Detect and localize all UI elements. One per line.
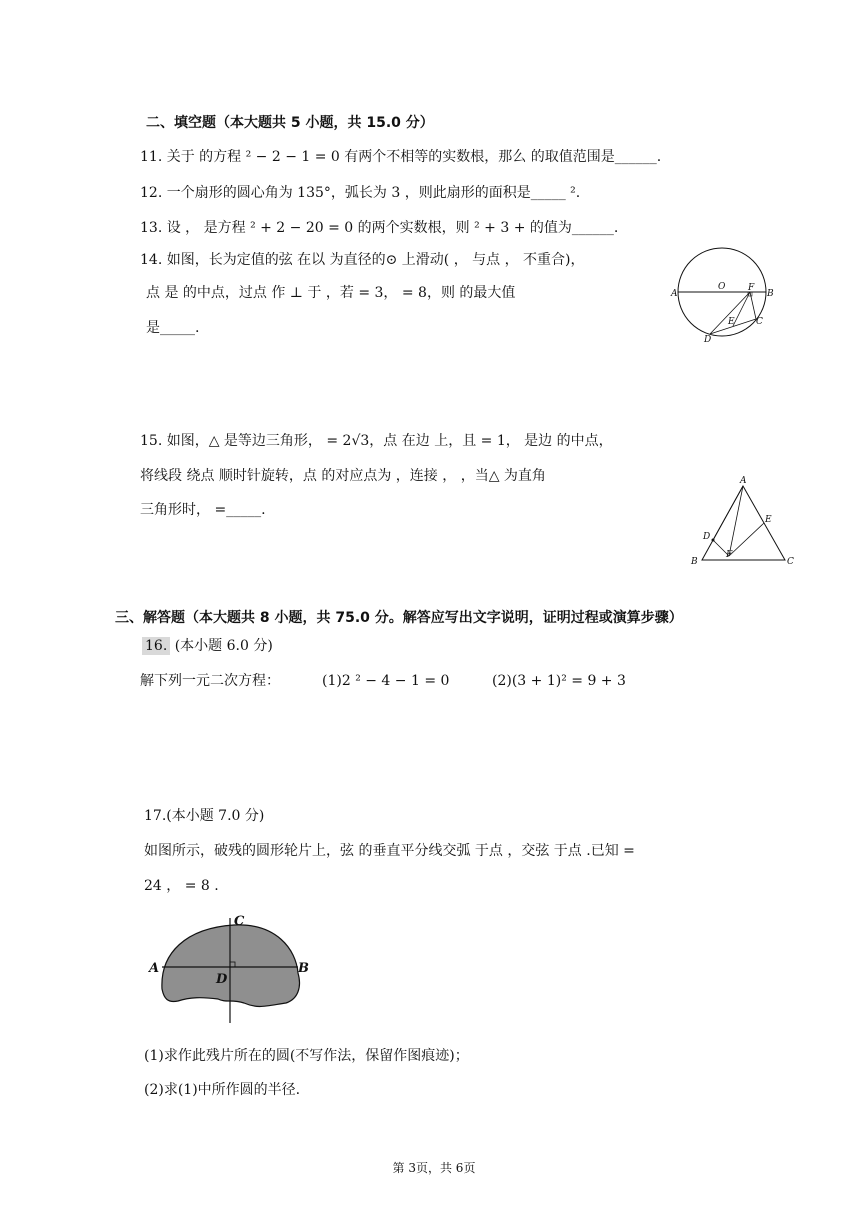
fig17-label-a: A xyxy=(149,961,160,976)
fig15-label-b: B xyxy=(691,557,698,567)
fig14-label-c: C xyxy=(756,317,763,327)
section-heading-solutions: 三、解答题（本大题共 8 小题，共 75.0 分。解答应写出文字说明，证明过程或演算步骤） xyxy=(115,610,683,626)
question-16-score: (本小题 6.0 分) xyxy=(174,638,273,654)
question-16-intro: 解下列一元二次方程： xyxy=(140,673,280,689)
fig15-label-a: A xyxy=(740,476,747,486)
question-17-subquestion-1: (1)求作此残片所在的圆(不写作法，保留作图痕迹)； xyxy=(144,1048,469,1064)
question-14-line-1: 14. 如图，长为定值的弦 在以 为直径的⊙ 上滑动( ， 与点 ， 不重合)， xyxy=(140,252,585,268)
question-16-header xyxy=(142,637,273,655)
fig17-label-d: D xyxy=(216,972,228,987)
fig17-label-c: C xyxy=(234,914,245,929)
question-12: 12. 一个扇形的圆心角为 135°，弧长为 3 ，则此扇形的面积是_____ ². xyxy=(140,185,581,201)
fig14-label-f: F xyxy=(748,283,755,293)
page-footer: 第 3页，共 6页 xyxy=(392,1161,476,1175)
question-13: 13. 设 ， 是方程 ² + 2 − 20 = 0 的两个实数根，则 ² + 3 + 的值为______. xyxy=(140,220,619,236)
fig15-label-d: D xyxy=(703,532,711,542)
fig14-label-d: D xyxy=(704,335,712,345)
question-15-line-1: 15. 如图，△ 是等边三角形， = 2√3，点 在边 上，且 = 1， 是边 的中点， xyxy=(140,433,613,449)
fig15-label-f: F xyxy=(726,550,733,560)
question-16-equation-1: (1)2 ² − 4 − 1 = 0 xyxy=(322,673,450,689)
question-17-line-1: 如图所示，破残的圆形轮片上，弦 的垂直平分线交弧 于点 ，交弦 于点 .已知 = xyxy=(144,843,635,859)
fig14-label-a: A xyxy=(671,289,678,299)
question-11: 11. 关于 的方程 ² − 2 − 1 = 0 有两个不相等的实数根，那么 的取值范围是______. xyxy=(140,149,662,165)
question-15-line-2: 将线段 绕点 顺时针旋转，点 的对应点为 ，连接 ， ，当△ 为直角 xyxy=(140,468,546,484)
question-16-number: 16. xyxy=(142,637,170,655)
figure-14-circle-diagram xyxy=(670,246,780,346)
fig15-label-c: C xyxy=(787,557,794,567)
fig14-label-e: E xyxy=(728,317,735,327)
figure-15-triangle-diagram xyxy=(685,476,795,571)
question-17-line-2: 24 ， = 8 . xyxy=(144,878,219,894)
section-heading-fill-in: 二、填空题（本大题共 5 小题，共 15.0 分） xyxy=(146,115,434,131)
fig14-label-b: B xyxy=(767,289,774,299)
question-15-line-3: 三角形时， =_____. xyxy=(140,502,266,518)
fig15-label-e: E xyxy=(765,515,772,525)
question-17-subquestion-2: (2)求(1)中所作圆的半径. xyxy=(144,1082,301,1098)
fig17-label-b: B xyxy=(298,961,309,976)
question-16-equation-2: (2)(3 + 1)² = 9 + 3 xyxy=(492,673,626,689)
fig14-label-o: O xyxy=(718,282,726,292)
figure-17-broken-wheel xyxy=(146,913,326,1028)
question-14-line-2: 点 是 的中点，过点 作 ⊥ 于 ，若 = 3， = 8，则 的最大值 xyxy=(146,285,516,301)
question-14-line-3: 是_____. xyxy=(146,320,200,336)
question-17-header: 17.(本小题 7.0 分) xyxy=(144,808,265,824)
